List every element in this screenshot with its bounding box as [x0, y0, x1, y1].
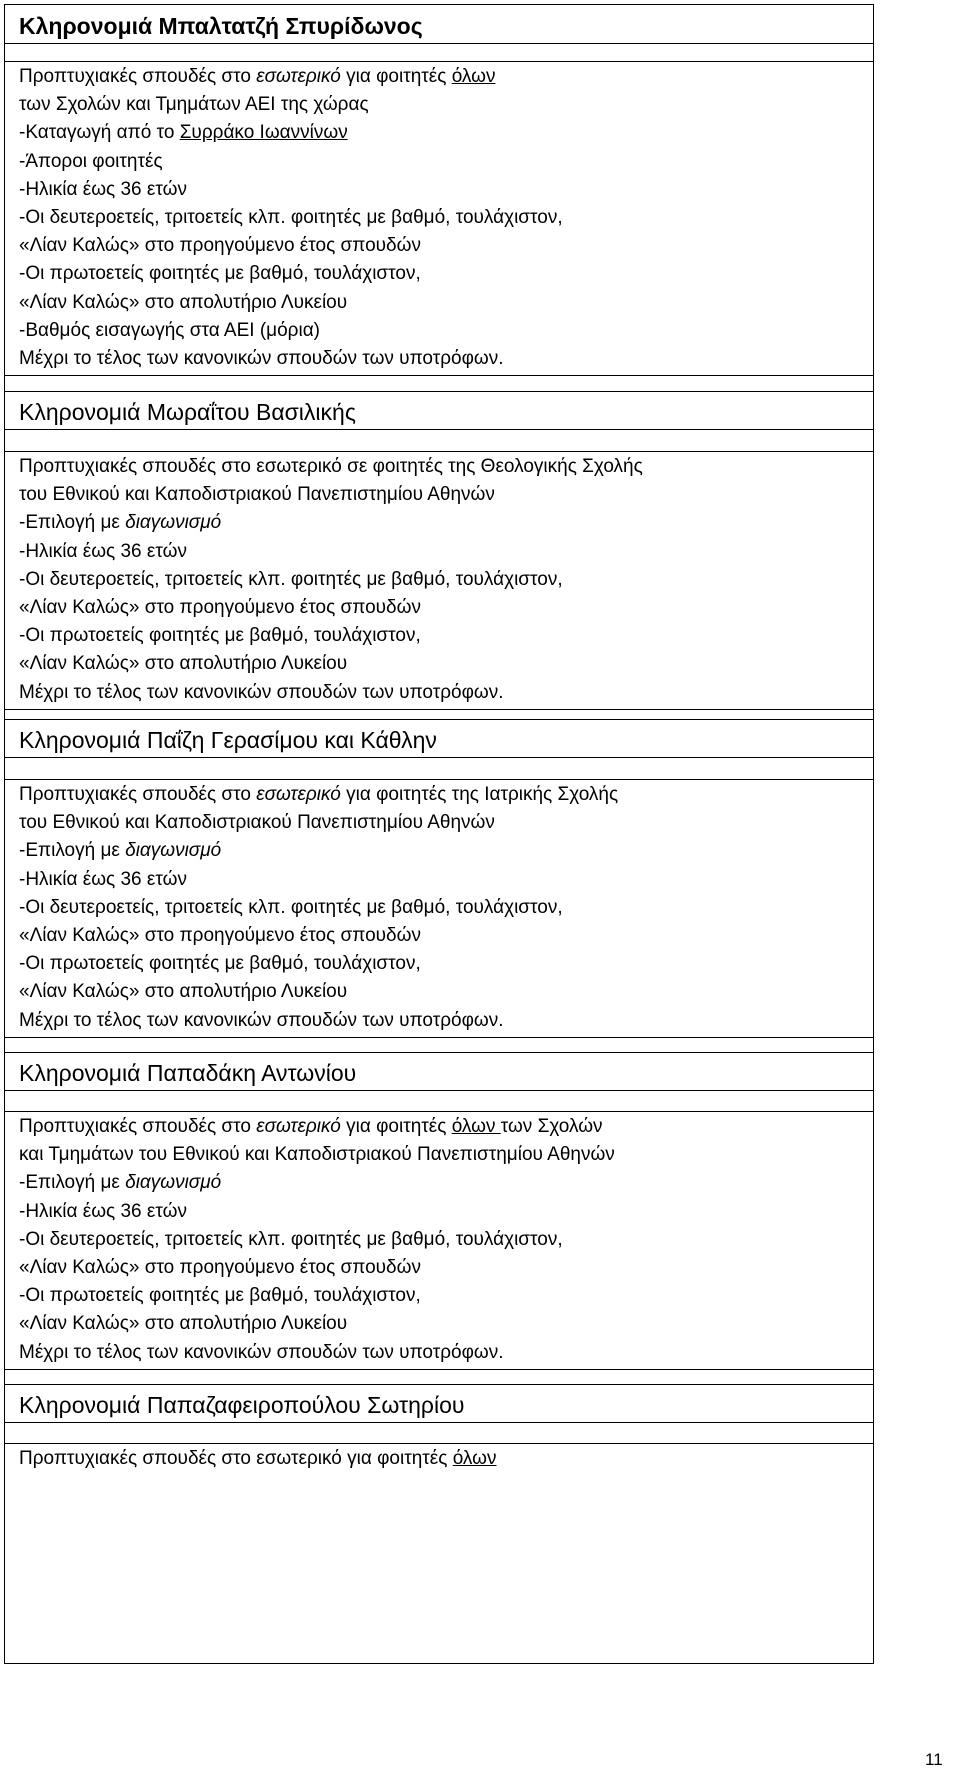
line-fragment: Προπτυχιακές σπουδές στο εσωτερικό σε φοιτητές της Θεολογικής Σχολής [19, 456, 643, 477]
section-line [19, 176, 187, 204]
section-title: Κληρονομιά Μωραΐτου Βασιλικής [19, 399, 356, 425]
line-fragment: των Σχολών [500, 1116, 603, 1137]
line-fragment: -Οι πρωτοετείς φοιτητές με βαθμό, τουλάχιστον, [19, 625, 421, 647]
section-line [19, 1007, 504, 1035]
line-fragment: και Τμημάτων του Εθνικού και Καποδιστριακού Πανεπιστημίου Αθηνών [19, 1144, 615, 1166]
line-fragment: -Ηλικία έως 36 ετών [19, 540, 187, 562]
line-fragment: -Οι πρωτοετείς φοιτητές με βαθμό, τουλάχιστον, [19, 953, 421, 975]
section-line [19, 1282, 421, 1310]
section-title: Κληρονομιά Παπαζαφειροπούλου Σωτηρίου [19, 1392, 465, 1418]
table-rule [5, 1090, 873, 1091]
line-fragment: «Λίαν Καλώς» στο απολυτήριο Λυκείου [19, 981, 348, 1003]
section-line [19, 453, 643, 481]
line-fragment: -Οι δευτεροετείς, τριτοετείς κλπ. φοιτητές με βαθμό, τουλάχιστον, [19, 1228, 563, 1250]
line-fragment: Μέχρι το τέλος των κανονικών σπουδών των υποτρόφων. [19, 1009, 504, 1031]
section-line [19, 538, 187, 566]
table-rule [5, 1384, 873, 1385]
line-fragment: για φοιτητές της Ιατρικής Σχολής [340, 784, 619, 805]
section-line [19, 781, 618, 809]
line-fragment: Προπτυχιακές σπουδές στο [19, 66, 257, 87]
table-rule [5, 451, 873, 452]
table-rule [5, 61, 873, 62]
line-fragment: Μέχρι το τέλος των κανονικών σπουδών των υποτρόφων. [19, 1341, 504, 1363]
section-line [19, 1113, 603, 1141]
table-rule [5, 709, 873, 710]
document-table [4, 4, 874, 1664]
line-fragment: -Οι πρωτοετείς φοιτητές με βαθμό, τουλάχιστον, [19, 263, 421, 285]
line-fragment: -Ηλικία έως 36 ετών [19, 178, 187, 200]
table-rule [5, 1369, 873, 1370]
section-line [19, 204, 563, 232]
section-line [19, 809, 495, 837]
line-fragment: Συρράκο Ιωαννίνων [179, 122, 348, 144]
section-line [19, 1226, 563, 1254]
section-line [19, 1141, 615, 1169]
section-line [19, 894, 563, 922]
line-fragment: διαγωνισμό [125, 512, 222, 534]
section-line [19, 866, 187, 894]
line-fragment: «Λίαν Καλώς» στο απολυτήριο Λυκείου [19, 1313, 348, 1335]
line-fragment: για φοιτητές [340, 66, 452, 87]
line-fragment: του Εθνικού και Καποδιστριακού Πανεπιστημίου Αθηνών [19, 812, 495, 834]
table-rule [5, 375, 873, 376]
section-line [19, 260, 421, 288]
line-fragment: «Λίαν Καλώς» στο απολυτήριο Λυκείου [19, 291, 348, 313]
table-rule [5, 1443, 873, 1444]
page-number: 11 [925, 1750, 943, 1769]
line-fragment: -Επιλογή με [19, 840, 126, 862]
section-line [19, 481, 495, 509]
section-line [19, 148, 163, 176]
line-fragment: -Οι δευτεροετείς, τριτοετείς κλπ. φοιτητές με βαθμό, τουλάχιστον, [19, 896, 563, 918]
line-fragment: διαγωνισμό [125, 840, 222, 862]
line-fragment: -Οι δευτεροετείς, τριτοετείς κλπ. φοιτητές με βαθμό, τουλάχιστον, [19, 207, 563, 228]
section-line [19, 91, 369, 119]
section-line [19, 837, 221, 865]
section-line [19, 63, 495, 91]
line-fragment: όλων [451, 1116, 501, 1137]
line-fragment: «Λίαν Καλώς» στο προηγούμενο έτος σπουδών [19, 235, 421, 257]
line-fragment: -Επιλογή με [19, 512, 126, 534]
section-line [19, 289, 347, 317]
line-fragment: Προπτυχιακές σπουδές στο εσωτερικό για φοιτητές [19, 1448, 453, 1469]
section-line [19, 1339, 504, 1367]
section-title: Κληρονομιά Μπαλτατζή Σπυρίδωνος [19, 13, 423, 39]
line-fragment: -Οι δευτεροετείς, τριτοετείς κλπ. φοιτητές με βαθμό, τουλάχιστον, [19, 568, 563, 590]
section-line [19, 922, 421, 950]
line-fragment: Προπτυχιακές σπουδές στο [19, 1116, 257, 1137]
line-fragment: «Λίαν Καλώς» στο προηγούμενο έτος σπουδών [19, 1257, 421, 1278]
section-line [19, 679, 504, 707]
section-line [19, 232, 421, 260]
section-line [19, 1169, 221, 1197]
line-fragment: όλων [452, 1448, 497, 1469]
section-line [19, 650, 347, 678]
line-fragment: όλων [451, 66, 496, 87]
section-line [19, 622, 421, 650]
section-line [19, 1254, 421, 1282]
table-rule [5, 1111, 873, 1112]
line-fragment: εσωτερικό [256, 1116, 341, 1137]
line-fragment: Μέχρι το τέλος των κανονικών σπουδών των υποτρόφων. [19, 348, 504, 369]
table-rule [5, 43, 873, 44]
table-rule [5, 757, 873, 758]
line-fragment: -Οι πρωτοετείς φοιτητές με βαθμό, τουλάχιστον, [19, 1285, 421, 1307]
table-rule [5, 391, 873, 392]
table-rule [5, 429, 873, 430]
line-fragment: για φοιτητές [340, 1116, 452, 1137]
section-line [19, 950, 421, 978]
line-fragment: των Σχολών και Τμημάτων ΑΕΙ της χώρας [19, 94, 369, 116]
section-title: Κληρονομιά Παπαδάκη Αντωνίου [19, 1060, 357, 1086]
line-fragment: «Λίαν Καλώς» στο προηγούμενο έτος σπουδών [19, 597, 421, 618]
section-line [19, 566, 563, 594]
line-fragment: -Ηλικία έως 36 ετών [19, 868, 187, 890]
table-rule [5, 1052, 873, 1053]
line-fragment: εσωτερικό [256, 784, 341, 805]
section-line [19, 317, 320, 345]
section-line [19, 345, 504, 373]
line-fragment: «Λίαν Καλώς» στο προηγούμενο έτος σπουδών [19, 925, 421, 946]
line-fragment: -Βαθμός εισαγωγής στα ΑΕΙ (μόρια) [19, 319, 321, 341]
line-fragment: -Καταγωγή από το [19, 122, 180, 144]
line-fragment: Μέχρι το τέλος των κανονικών σπουδών των υποτρόφων. [19, 681, 504, 703]
line-fragment: -Επιλογή με [19, 1172, 126, 1194]
line-fragment: -Άποροι φοιτητές [19, 150, 163, 172]
table-rule [5, 779, 873, 780]
section-line [19, 1310, 347, 1338]
table-rule [5, 719, 873, 720]
line-fragment: Προπτυχιακές σπουδές στο [19, 784, 257, 805]
line-fragment: του Εθνικού και Καποδιστριακού Πανεπιστημίου Αθηνών [19, 484, 495, 506]
section-line [19, 119, 348, 147]
section-line [19, 509, 221, 537]
section-line [19, 1198, 187, 1226]
line-fragment: διαγωνισμό [125, 1172, 222, 1194]
section-line [19, 978, 347, 1006]
line-fragment: -Ηλικία έως 36 ετών [19, 1200, 187, 1222]
section-line [19, 1445, 496, 1473]
line-fragment: εσωτερικό [256, 66, 341, 87]
section-title: Κληρονομιά Παΐζη Γερασίμου και Κάθλην [19, 727, 437, 753]
table-rule [5, 1422, 873, 1423]
line-fragment: «Λίαν Καλώς» στο απολυτήριο Λυκείου [19, 653, 348, 675]
section-line [19, 594, 421, 622]
table-rule [5, 1037, 873, 1038]
